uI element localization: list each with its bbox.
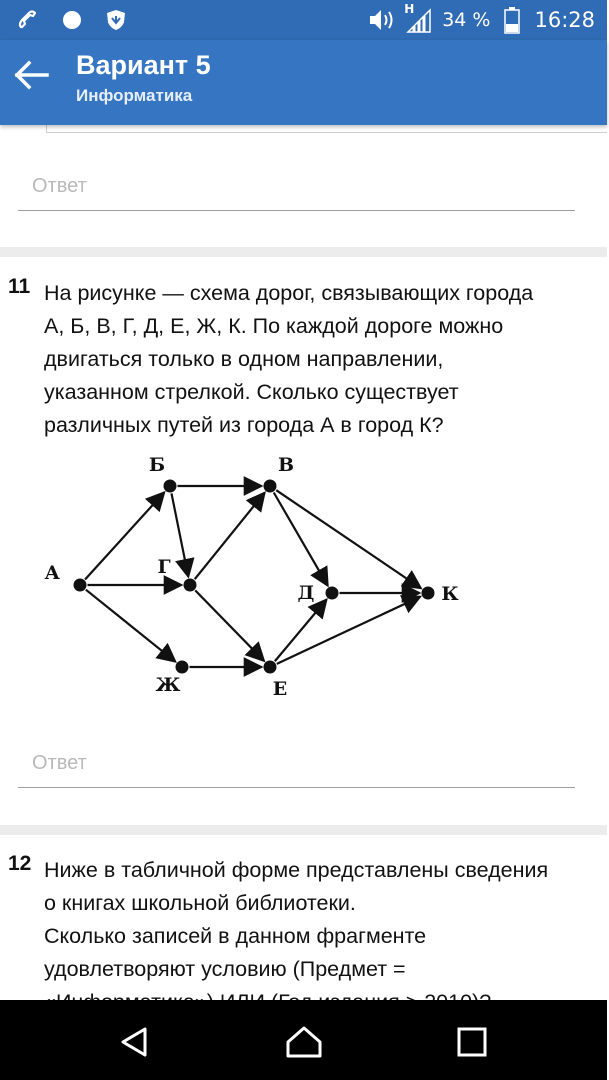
back-button[interactable] — [10, 54, 52, 96]
city-node-D — [326, 587, 339, 600]
page-title: Вариант 5 — [76, 50, 211, 80]
task-text: На рисунке — схема дорог, связывающих города А, Б, В, Г, Д, Е, Ж, К. По каждой дороге можно двигаться только в одном направлении, указанном стрелкой. Сколько существует различных путей из города А в город К? — [44, 281, 534, 437]
nav-recents-icon — [456, 1026, 488, 1058]
task-separator — [0, 825, 607, 835]
task-separator — [0, 247, 607, 257]
city-label-B: Б — [148, 454, 166, 476]
nav-home-button[interactable] — [282, 1020, 326, 1064]
back-arrow-icon — [13, 60, 49, 90]
city-label-K: К — [441, 583, 459, 605]
page-subtitle: Информатика — [76, 86, 193, 105]
answer-placeholder: Ответ — [32, 175, 87, 197]
city-node-B — [164, 480, 177, 493]
road-G-E — [195, 590, 264, 661]
city-node-A — [74, 579, 87, 592]
volume-icon — [368, 6, 396, 34]
battery-icon — [498, 6, 526, 34]
task-number: 11 — [8, 275, 31, 298]
road-graph — [40, 445, 470, 705]
road-A-B — [85, 492, 164, 579]
road-G-V — [195, 493, 265, 580]
nav-back-icon — [117, 1025, 151, 1059]
dot-icon — [58, 6, 86, 34]
city-label-E: Е — [272, 678, 288, 700]
task-number: 12 — [8, 852, 32, 875]
task-text: Ниже в табличной форме представлены сведения о книгах школьной библиотеки. Сколько записей в данном фрагменте удовлетворяют условию (Предмет = — [44, 858, 549, 981]
nav-home-icon — [284, 1024, 324, 1060]
city-label-Zh: Ж — [155, 674, 181, 696]
app-toolbar — [0, 40, 607, 125]
city-node-Zh — [176, 661, 189, 674]
network-letter: H — [404, 2, 415, 16]
system-nav-bar — [0, 1000, 607, 1080]
battery-percent: 34 % — [442, 9, 491, 31]
answer-field-11[interactable] — [18, 742, 575, 788]
clock: 16:28 — [534, 8, 595, 32]
road-A-Zh — [86, 590, 176, 662]
city-label-V: В — [277, 454, 295, 476]
signal-icon — [404, 2, 434, 34]
nav-back-button[interactable] — [112, 1020, 156, 1064]
city-node-K — [422, 587, 435, 600]
shield-app-icon — [102, 6, 130, 34]
city-label-G: Г — [157, 556, 171, 578]
phone-icon — [14, 6, 42, 34]
city-label-D: Д — [297, 582, 315, 604]
city-node-E — [264, 661, 277, 674]
status-bar — [0, 0, 607, 40]
road-V-K — [276, 490, 421, 588]
task-list — [0, 125, 607, 1000]
road-B-G — [171, 493, 188, 576]
city-node-V — [264, 480, 277, 493]
answer-field-10[interactable] — [18, 165, 575, 211]
city-label-A: А — [44, 562, 60, 584]
previous-table-edge — [46, 125, 607, 133]
road-E-K — [277, 597, 421, 664]
city-node-G — [184, 579, 197, 592]
nav-recents-button[interactable] — [450, 1020, 494, 1064]
answer-placeholder: Ответ — [32, 752, 87, 774]
